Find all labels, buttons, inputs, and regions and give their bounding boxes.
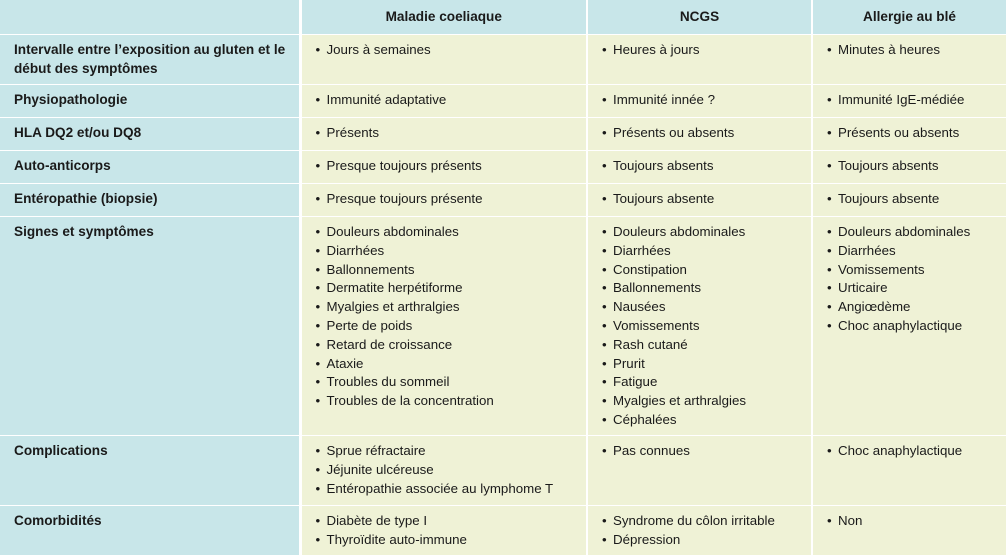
list-item bbox=[602, 442, 803, 461]
list-item-text: Diarrhées bbox=[838, 242, 896, 258]
row-label: Auto-anticorps bbox=[0, 151, 300, 184]
bullet-icon: • bbox=[315, 92, 321, 107]
list-item-text: Syndrome du côlon irritable bbox=[613, 513, 775, 528]
bullet-icon: • bbox=[602, 42, 607, 57]
list-item-text: Choc anaphylactique bbox=[838, 443, 963, 458]
header-allergie-ble: Allergie au blé bbox=[812, 0, 1006, 35]
list-item bbox=[316, 442, 579, 461]
list-item-text: Troubles de la concentration bbox=[326, 393, 494, 409]
cell-maladie-coeliaque bbox=[300, 436, 587, 506]
list-item bbox=[827, 298, 998, 317]
bullet-list bbox=[827, 41, 998, 60]
list-item-text: Ballonnements bbox=[613, 280, 701, 296]
list-item-text: Prurit bbox=[613, 355, 645, 371]
list-item bbox=[316, 317, 579, 336]
table-row-physiopathologie bbox=[0, 85, 1006, 118]
cell-allergie-ble bbox=[812, 436, 1006, 506]
list-item-text: Sprue réfractaire bbox=[326, 443, 426, 458]
bullet-icon: • bbox=[315, 125, 321, 140]
bullet-list bbox=[316, 442, 579, 498]
list-item-text: Perte de poids bbox=[326, 317, 413, 333]
bullet-list bbox=[316, 157, 579, 176]
bullet-icon: • bbox=[827, 242, 832, 258]
list-item-text: Entéropathie associée au lymphome T bbox=[326, 480, 554, 496]
bullet-list bbox=[827, 223, 998, 336]
list-item-text: Presque toujours présents bbox=[326, 158, 482, 173]
header-maladie-coeliaque: Maladie coeliaque bbox=[300, 0, 587, 35]
list-item bbox=[602, 124, 803, 143]
cell-ncgs bbox=[587, 436, 812, 506]
list-item-text: Dépression bbox=[613, 531, 681, 547]
bullet-icon: • bbox=[315, 261, 321, 277]
bullet-icon: • bbox=[602, 355, 607, 371]
list-item-text: Céphalées bbox=[613, 411, 677, 427]
bullet-icon: • bbox=[827, 261, 832, 277]
list-item bbox=[827, 91, 998, 110]
list-item bbox=[316, 531, 579, 550]
bullet-icon: • bbox=[315, 299, 321, 315]
bullet-icon: • bbox=[315, 443, 321, 458]
bullet-icon: • bbox=[315, 480, 321, 496]
bullet-list bbox=[827, 190, 998, 209]
cell-allergie-ble bbox=[812, 118, 1006, 151]
bullet-icon: • bbox=[827, 158, 832, 173]
list-item-text: Urticaire bbox=[838, 280, 888, 296]
list-item bbox=[316, 373, 579, 392]
list-item-text: Myalgies et arthralgies bbox=[613, 393, 747, 409]
row-label: HLA DQ2 et/ou DQ8 bbox=[0, 118, 300, 151]
table-row-hla bbox=[0, 118, 1006, 151]
list-item bbox=[602, 242, 803, 261]
cell-ncgs bbox=[587, 151, 812, 184]
list-item-text: Présents ou absents bbox=[838, 125, 960, 140]
list-item-text: Pas connues bbox=[613, 443, 690, 458]
bullet-list bbox=[316, 41, 579, 60]
list-item-text: Presque toujours présente bbox=[326, 191, 483, 206]
list-item-text: Présents ou absents bbox=[613, 125, 735, 140]
header-corner bbox=[0, 0, 300, 35]
list-item-text: Angiœdème bbox=[838, 299, 911, 315]
header-ncgs: NCGS bbox=[587, 0, 812, 35]
list-item bbox=[602, 41, 803, 60]
list-item bbox=[602, 336, 803, 355]
bullet-icon: • bbox=[602, 317, 607, 333]
list-item-text: Heures à jours bbox=[613, 42, 700, 57]
list-item-text: Nausées bbox=[613, 299, 666, 315]
bullet-list bbox=[827, 512, 998, 531]
bullet-icon: • bbox=[602, 158, 607, 173]
bullet-list bbox=[602, 223, 803, 430]
bullet-icon: • bbox=[602, 336, 607, 352]
list-item bbox=[602, 91, 803, 110]
list-item bbox=[827, 279, 998, 298]
list-item bbox=[316, 279, 579, 298]
list-item bbox=[602, 373, 803, 392]
list-item-text: Toujours absente bbox=[613, 191, 715, 206]
list-item-text: Vomissements bbox=[838, 261, 925, 277]
list-item bbox=[827, 190, 998, 209]
bullet-icon: • bbox=[827, 224, 832, 239]
bullet-icon: • bbox=[602, 92, 607, 107]
bullet-icon: • bbox=[315, 158, 321, 173]
bullet-icon: • bbox=[827, 513, 832, 528]
bullet-list bbox=[827, 157, 998, 176]
bullet-icon: • bbox=[827, 280, 832, 296]
header-row bbox=[0, 0, 1006, 35]
list-item-text: Jéjunite ulcéreuse bbox=[326, 461, 434, 477]
cell-ncgs bbox=[587, 506, 812, 556]
bullet-icon: • bbox=[602, 393, 607, 409]
list-item bbox=[827, 317, 998, 336]
list-item-text: Toujours absents bbox=[838, 158, 939, 173]
list-item-text: Retard de croissance bbox=[326, 336, 453, 352]
cell-maladie-coeliaque bbox=[300, 118, 587, 151]
row-label: Entéropathie (biopsie) bbox=[0, 184, 300, 217]
bullet-icon: • bbox=[602, 443, 607, 458]
list-item bbox=[316, 223, 579, 242]
table-row-auto-anticorps bbox=[0, 151, 1006, 184]
list-item-text: Ataxie bbox=[326, 355, 364, 371]
row-label: Signes et symptômes bbox=[0, 217, 300, 436]
list-item bbox=[827, 41, 998, 60]
list-item-text: Thyroïdite auto-immune bbox=[326, 531, 467, 547]
bullet-icon: • bbox=[602, 242, 607, 258]
list-item-text: Choc anaphylactique bbox=[838, 317, 963, 333]
list-item bbox=[602, 392, 803, 411]
list-item-text: Immunité IgE-médiée bbox=[838, 92, 965, 107]
list-item-text: Rash cutané bbox=[613, 336, 688, 352]
bullet-icon: • bbox=[315, 191, 321, 206]
cell-allergie-ble bbox=[812, 184, 1006, 217]
bullet-icon: • bbox=[602, 411, 607, 427]
list-item bbox=[602, 512, 803, 531]
list-item bbox=[602, 157, 803, 176]
bullet-icon: • bbox=[827, 443, 832, 458]
list-item-text: Douleurs abdominales bbox=[613, 224, 746, 239]
row-label: Intervalle entre l’exposition au gluten et le début des symptômes bbox=[0, 35, 300, 85]
list-item-text: Diarrhées bbox=[613, 242, 671, 258]
list-item-text: Diarrhées bbox=[326, 242, 385, 258]
bullet-icon: • bbox=[315, 224, 321, 239]
cell-maladie-coeliaque bbox=[300, 35, 587, 85]
bullet-icon: • bbox=[315, 355, 321, 371]
bullet-icon: • bbox=[827, 42, 832, 57]
list-item bbox=[316, 124, 579, 143]
bullet-icon: • bbox=[602, 513, 607, 528]
list-item bbox=[602, 317, 803, 336]
list-item-text: Troubles du sommeil bbox=[326, 374, 450, 390]
list-item bbox=[316, 41, 579, 60]
bullet-list bbox=[827, 442, 998, 461]
bullet-list bbox=[602, 124, 803, 143]
list-item bbox=[827, 223, 998, 242]
bullet-icon: • bbox=[315, 42, 321, 57]
bullet-icon: • bbox=[827, 317, 832, 333]
list-item bbox=[316, 480, 579, 499]
cell-allergie-ble bbox=[812, 151, 1006, 184]
cell-maladie-coeliaque bbox=[300, 184, 587, 217]
list-item bbox=[316, 392, 579, 411]
list-item bbox=[316, 91, 579, 110]
list-item bbox=[602, 355, 803, 374]
cell-ncgs bbox=[587, 217, 812, 436]
cell-allergie-ble bbox=[812, 217, 1006, 436]
list-item-text: Toujours absents bbox=[613, 158, 714, 173]
bullet-list bbox=[827, 124, 998, 143]
list-item-text: Douleurs abdominales bbox=[838, 224, 971, 239]
bullet-icon: • bbox=[315, 461, 321, 477]
list-item-text: Non bbox=[838, 513, 863, 528]
list-item bbox=[316, 336, 579, 355]
list-item-text: Toujours absente bbox=[838, 191, 940, 206]
row-label: Comorbidités bbox=[0, 506, 300, 556]
bullet-list bbox=[316, 91, 579, 110]
bullet-icon: • bbox=[602, 374, 607, 390]
cell-allergie-ble bbox=[812, 35, 1006, 85]
list-item-text: Vomissements bbox=[613, 317, 700, 333]
list-item bbox=[602, 298, 803, 317]
cell-ncgs bbox=[587, 184, 812, 217]
list-item bbox=[316, 157, 579, 176]
list-item bbox=[316, 461, 579, 480]
bullet-icon: • bbox=[827, 92, 832, 107]
list-item bbox=[602, 279, 803, 298]
bullet-list bbox=[316, 512, 579, 550]
cell-ncgs bbox=[587, 35, 812, 85]
list-item bbox=[602, 261, 803, 280]
bullet-icon: • bbox=[827, 299, 832, 315]
list-item-text: Fatigue bbox=[613, 374, 658, 390]
bullet-icon: • bbox=[602, 125, 607, 140]
table-row-intervalle bbox=[0, 35, 1006, 85]
bullet-list bbox=[827, 91, 998, 110]
bullet-icon: • bbox=[602, 299, 607, 315]
list-item bbox=[602, 223, 803, 242]
bullet-icon: • bbox=[315, 317, 321, 333]
list-item bbox=[827, 124, 998, 143]
cell-ncgs bbox=[587, 85, 812, 118]
bullet-icon: • bbox=[602, 261, 607, 277]
table-row-enteropathie bbox=[0, 184, 1006, 217]
table-row-signes-symptomes bbox=[0, 217, 1006, 436]
list-item bbox=[316, 190, 579, 209]
list-item bbox=[602, 411, 803, 430]
list-item-text: Immunité innée ? bbox=[613, 92, 715, 107]
bullet-icon: • bbox=[315, 242, 321, 258]
bullet-icon: • bbox=[315, 374, 321, 390]
bullet-list bbox=[602, 157, 803, 176]
cell-maladie-coeliaque bbox=[300, 151, 587, 184]
list-item bbox=[827, 261, 998, 280]
list-item bbox=[316, 355, 579, 374]
bullet-icon: • bbox=[602, 224, 607, 239]
list-item bbox=[602, 190, 803, 209]
cell-maladie-coeliaque bbox=[300, 506, 587, 556]
bullet-icon: • bbox=[827, 125, 832, 140]
list-item-text: Douleurs abdominales bbox=[326, 224, 459, 239]
list-item bbox=[316, 512, 579, 531]
list-item-text: Dermatite herpétiforme bbox=[326, 280, 463, 296]
cell-allergie-ble bbox=[812, 506, 1006, 556]
bullet-icon: • bbox=[602, 531, 607, 547]
list-item bbox=[827, 242, 998, 261]
list-item bbox=[602, 531, 803, 550]
list-item bbox=[316, 298, 579, 317]
bullet-list bbox=[316, 190, 579, 209]
bullet-list bbox=[602, 512, 803, 550]
bullet-icon: • bbox=[315, 336, 321, 352]
bullet-list bbox=[602, 442, 803, 461]
bullet-icon: • bbox=[315, 280, 321, 296]
table-row-comorbidites bbox=[0, 506, 1006, 556]
bullet-list bbox=[602, 190, 803, 209]
list-item bbox=[316, 261, 579, 280]
bullet-icon: • bbox=[602, 280, 607, 296]
list-item-text: Jours à semaines bbox=[326, 42, 431, 57]
bullet-icon: • bbox=[315, 393, 321, 409]
list-item-text: Présents bbox=[326, 125, 379, 140]
bullet-list bbox=[316, 124, 579, 143]
row-label: Complications bbox=[0, 436, 300, 506]
list-item bbox=[316, 242, 579, 261]
list-item-text: Diabète de type I bbox=[326, 513, 428, 528]
list-item-text: Ballonnements bbox=[326, 261, 415, 277]
list-item-text: Myalgies et arthralgies bbox=[326, 299, 460, 315]
row-label: Physiopathologie bbox=[0, 85, 300, 118]
bullet-list bbox=[602, 41, 803, 60]
list-item-text: Immunité adaptative bbox=[326, 92, 447, 107]
bullet-list bbox=[602, 91, 803, 110]
bullet-icon: • bbox=[602, 191, 607, 206]
list-item bbox=[827, 442, 998, 461]
cell-allergie-ble bbox=[812, 85, 1006, 118]
bullet-icon: • bbox=[827, 191, 832, 206]
cell-maladie-coeliaque bbox=[300, 217, 587, 436]
table-row-complications bbox=[0, 436, 1006, 506]
bullet-list bbox=[316, 223, 579, 411]
cell-maladie-coeliaque bbox=[300, 85, 587, 118]
bullet-icon: • bbox=[315, 513, 321, 528]
list-item bbox=[827, 157, 998, 176]
list-item-text: Minutes à heures bbox=[838, 42, 940, 57]
list-item bbox=[827, 512, 998, 531]
list-item-text: Constipation bbox=[613, 261, 687, 277]
cell-ncgs bbox=[587, 118, 812, 151]
bullet-icon: • bbox=[315, 531, 321, 547]
